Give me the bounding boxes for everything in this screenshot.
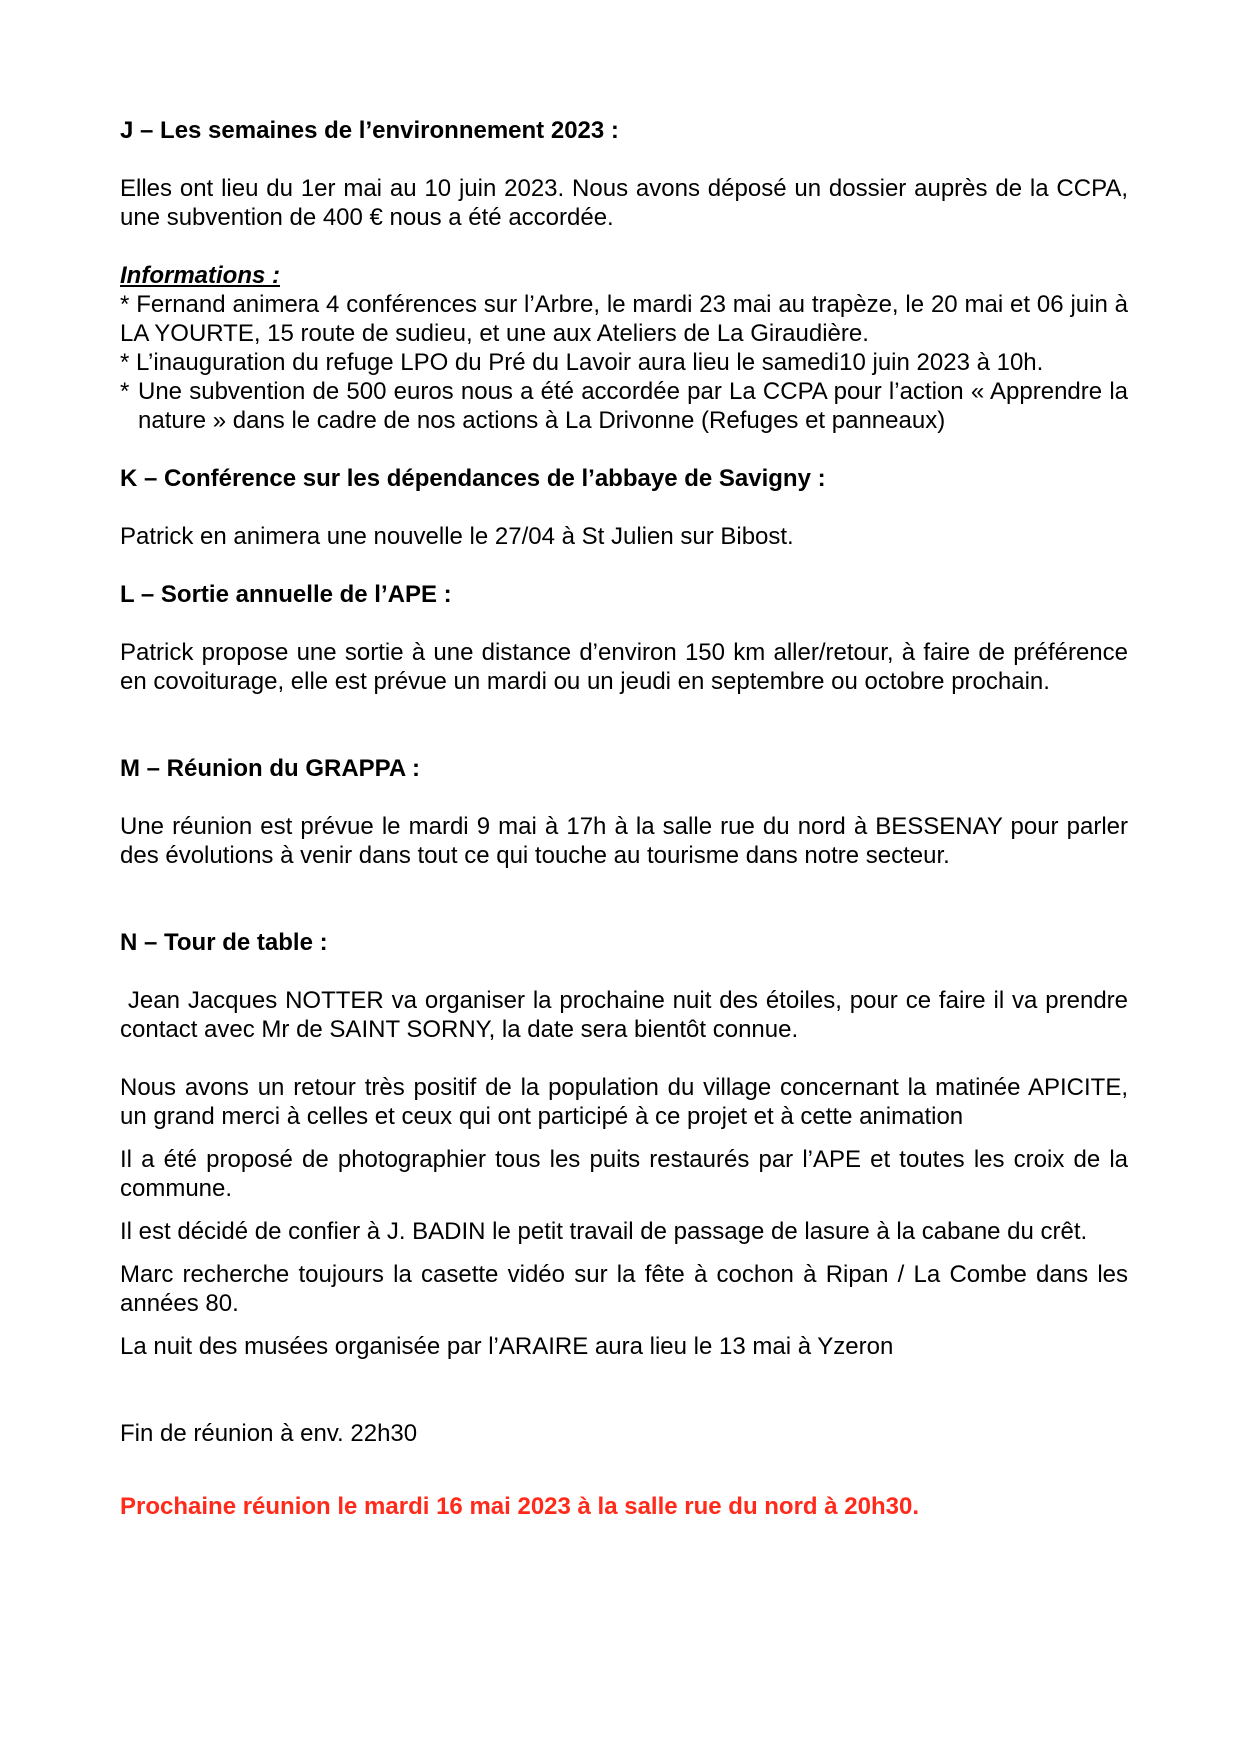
- bullet-marker: *: [120, 378, 130, 405]
- section-m-text: Une réunion est prévue le mardi 9 mai à 17h à la salle rue du nord à BESSENAY pour parler des évolutions à venir dans tout ce qui touche au tourisme dans notre secteur.: [120, 813, 1128, 869]
- section-n-paragraph-1: Jean Jacques NOTTER va organiser la prochaine nuit des étoiles, pour ce faire il va prendre contact avec Mr de SAINT SORNY, la date sera bientôt connue.: [120, 987, 1135, 1043]
- section-n-heading: N – Tour de table :: [120, 929, 328, 956]
- section-k-text: Patrick en animera une nouvelle le 27/04 à St Julien sur Bibost.: [120, 523, 794, 550]
- section-j-intro: Elles ont lieu du 1er mai au 10 juin 2023. Nous avons déposé un dossier auprès de la CCPA, une subvention de 400 € nous a été accordée.: [120, 175, 1128, 231]
- section-n-paragraph-6: La nuit des musées organisée par l’ARAIRE aura lieu le 13 mai à Yzeron: [120, 1333, 894, 1360]
- section-j-bullet-3: [120, 377, 1128, 435]
- next-meeting-notice: Prochaine réunion le mardi 16 mai 2023 à la salle rue du nord à 20h30.: [120, 1493, 919, 1520]
- section-l-heading: L – Sortie annuelle de l’APE :: [120, 581, 452, 608]
- section-j-heading: J – Les semaines de l’environnement 2023 :: [120, 117, 619, 144]
- informations-label: Informations :: [120, 262, 280, 289]
- bullet-text: L’inauguration du refuge LPO du Pré du Lavoir aura lieu le samedi10 juin 2023 à 10h.: [136, 349, 1044, 376]
- bullet-text: Fernand animera 4 conférences sur l’Arbre, le mardi 23 mai au trapèze, le 20 mai et 06 juin à LA YOURTE, 15 route de sudieu, et une aux Ateliers de La Giraudière.: [120, 291, 1129, 347]
- section-n-paragraph-3: Il a été proposé de photographier tous les puits restaurés par l’APE et toutes les croix de la commune.: [120, 1146, 1128, 1202]
- section-n-paragraph-4: Il est décidé de confier à J. BADIN le petit travail de passage de lasure à la cabane du crêt.: [120, 1218, 1088, 1245]
- section-n-paragraph-2: Nous avons un retour très positif de la population du village concernant la matinée APICITE, un grand merci à celles et ceux qui ont participé à ce projet et à cette animation: [120, 1074, 1128, 1130]
- section-j-bullet-1: * Fernand animera 4 conférences sur l’Arbre, le mardi 23 mai au trapèze, le 20 mai et 06 juin à LA YOURTE, 15 route de sudieu, et une aux Ateliers de La Giraudière.: [120, 291, 1129, 347]
- bullet-text: Une subvention de 500 euros nous a été accordée par La CCPA pour l’action « Apprendre la nature » dans le cadre de nos actions à La Drivonne (Refuges et panneaux): [138, 378, 1128, 434]
- section-l-text: Patrick propose une sortie à une distance d’environ 150 km aller/retour, à faire de préférence en covoiturage, elle est prévue un mardi ou un jeudi en septembre ou octobre prochain.: [120, 639, 1128, 695]
- section-n-paragraph-5: Marc recherche toujours la casette vidéo sur la fête à cochon à Ripan / La Combe dans les années 80.: [120, 1261, 1128, 1317]
- section-j-bullet-2: * L’inauguration du refuge LPO du Pré du Lavoir aura lieu le samedi10 juin 2023 à 10h.: [120, 349, 1044, 376]
- section-m-heading: M – Réunion du GRAPPA :: [120, 755, 420, 782]
- section-k-heading: K – Conférence sur les dépendances de l’abbaye de Savigny :: [120, 465, 826, 492]
- closing-note: Fin de réunion à env. 22h30: [120, 1420, 418, 1447]
